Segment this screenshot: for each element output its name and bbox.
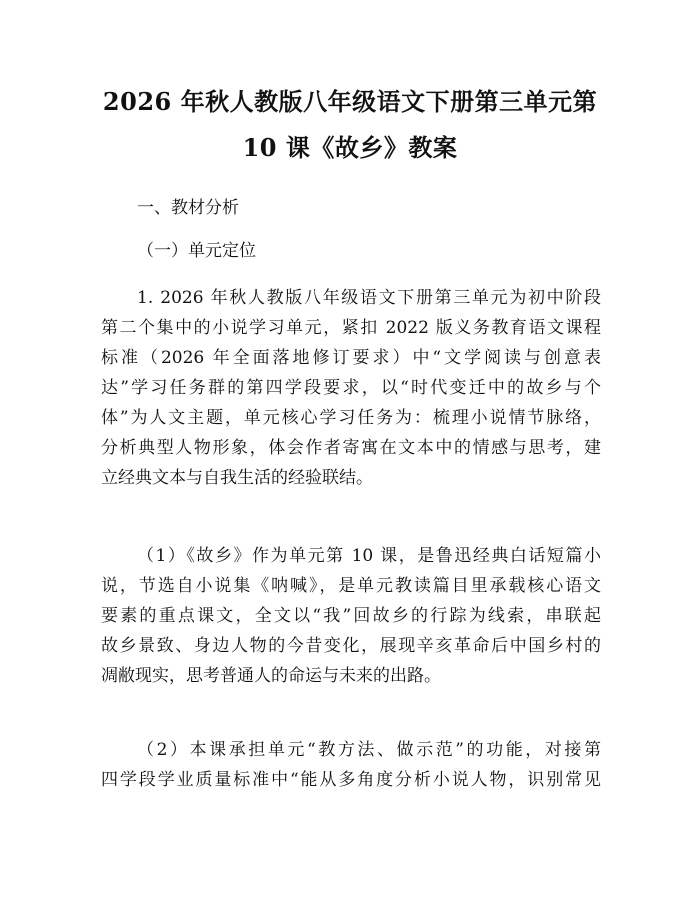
paragraph-line: 标准（2026 年全面落地修订要求）中“文学阅读与创意表	[101, 348, 601, 368]
paragraph-guxiang-intro	[101, 541, 601, 691]
paragraph-line: （1）《故乡》作为单元第 10 课，是鲁迅经典白话短篇小	[137, 546, 601, 566]
paragraph-line: 1. 2026 年秋人教版八年级语文下册第三单元为初中阶段	[137, 288, 601, 308]
document-title-line-1: 2026 年秋人教版八年级语文下册第三单元第	[102, 87, 598, 116]
document-title-line-2: 10 课《故乡》教案	[242, 133, 458, 162]
paragraph-line: 达”学习任务群的第四学段要求，以“时代变迁中的故乡与个	[101, 378, 601, 398]
subsection-heading-text: （一）单元定位	[137, 241, 256, 261]
paragraph-line: 体”为人文主题，单元核心学习任务为：梳理小说情节脉络，	[101, 408, 601, 428]
paragraph-line: 第二个集中的小说学习单元，紧扣 2022 版义务教育语文课程	[101, 318, 601, 338]
paragraph-line: 凋敝现实，思考普通人的命运与未来的出路。	[101, 666, 441, 686]
paragraph-lesson-function	[101, 735, 601, 795]
paragraph-line: 四学段学业质量标准中“能从多角度分析小说人物，识别常见	[101, 770, 601, 790]
paragraph-unit-overview	[101, 283, 601, 493]
paragraph-line: （2）本课承担单元“教方法、做示范”的功能，对接第	[137, 740, 601, 760]
section-heading-textbook-analysis	[101, 193, 601, 223]
paragraph-line: 故乡景致、身边人物的今昔变化，展现辛亥革命后中国乡村的	[101, 636, 601, 656]
paragraph-line: 分析典型人物形象，体会作者寄寓在文本中的情感与思考，建	[101, 438, 601, 458]
subsection-heading-unit-positioning	[101, 236, 601, 266]
paragraph-line: 说，节选自小说集《呐喊》，是单元教读篇目里承载核心语文	[101, 576, 601, 596]
paragraph-line: 要素的重点课文，全文以“我”回故乡的行踪为线索，串联起	[101, 606, 601, 626]
paragraph-line: 立经典文本与自我生活的经验联结。	[101, 468, 373, 488]
section-heading-text: 一、教材分析	[137, 198, 239, 218]
